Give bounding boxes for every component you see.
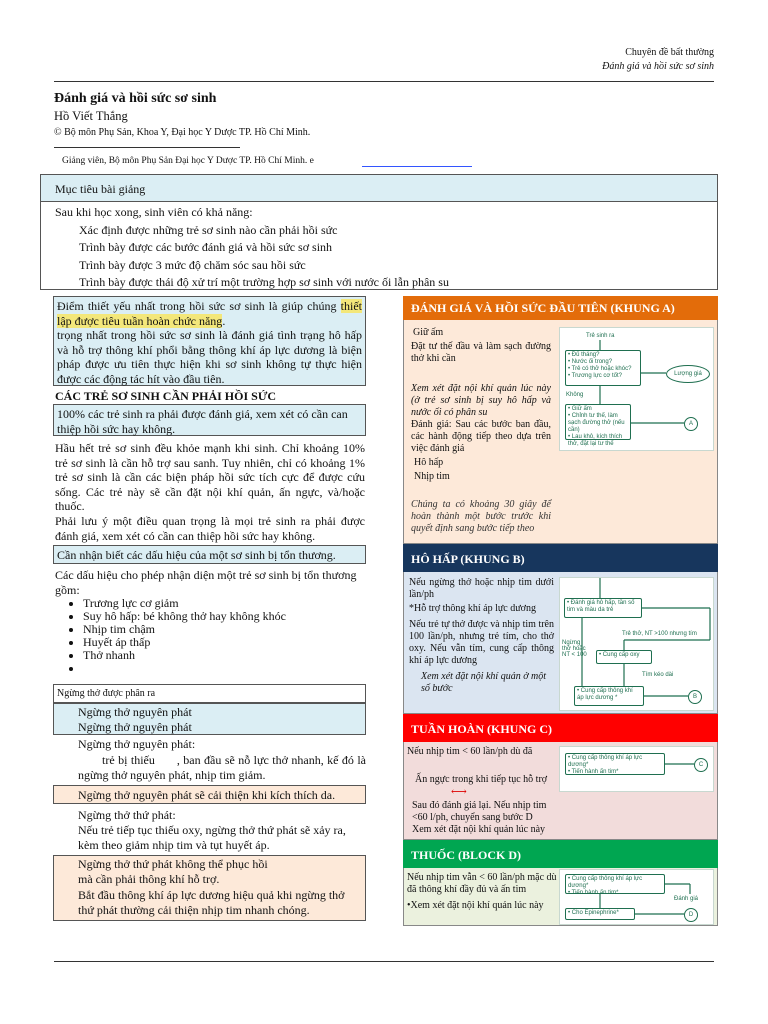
block-a-line: Hô hấp xyxy=(414,457,444,468)
paragraph-1: Hầu hết trẻ sơ sinh đều khỏe mạnh khi sinh. Chỉ khoảng 10% trẻ sơ sinh là cần hỗ trợ sau sanh. Tuy nhiên, chỉ có khoảng 1% trẻ sơ sinh là cần các biện pháp hồi sức tích cực để được cứu sống. Các trẻ này sẽ cần đặt nội khí quản, ấn ngực, và/hoặc thuốc. xyxy=(55,441,365,513)
key-point-highlight: thiết lập được tiêu tuần hoàn chức năng xyxy=(57,299,362,328)
signs-list xyxy=(55,597,365,675)
fc-b-arrows xyxy=(560,578,713,710)
key-point-box xyxy=(53,296,366,386)
signs-box xyxy=(53,545,366,564)
block-c xyxy=(403,714,718,840)
block-d-line: •Xem xét đặt nội khí quản lúc này xyxy=(407,900,544,911)
key-point-period: . xyxy=(222,313,226,328)
block-c-line: Xem xét đặt nội khí quản lúc này xyxy=(412,824,546,835)
email-link[interactable] xyxy=(362,166,472,167)
primary-box-text: Ngừng thở nguyên phát sẽ cải thiện khi kích thích da. xyxy=(78,788,336,802)
flowchart-a xyxy=(559,327,714,451)
fc-text: • Trương lực cơ tốt? xyxy=(568,373,623,379)
flowchart-c xyxy=(559,746,714,792)
flowchart-d xyxy=(559,869,714,925)
secondary-box xyxy=(53,855,366,921)
fc-text: • Cung cấp thông khí áp lực dương* xyxy=(568,876,643,889)
header-rule xyxy=(54,81,714,82)
objectives-heading-box xyxy=(40,174,718,202)
list-item: • Thở nhanh xyxy=(83,649,365,662)
list-item: • Suy hô hấp: bé không thở hay không khóc xyxy=(83,610,365,623)
arrow-icon: ⟷ xyxy=(451,786,467,798)
fc-b-oxygen: • Cung cấp oxy xyxy=(596,650,652,664)
fc-b-label: Ngừng thở hoặc NT < 100 xyxy=(562,640,587,658)
footnote-rule xyxy=(54,147,240,148)
objective-item: Trình bày được thái độ xử trí một trường hợp sơ sinh với nước ối lẫn phân su xyxy=(79,275,449,289)
fc-a-arrows xyxy=(560,328,713,450)
objectives-heading: Mục tiêu bài giảng xyxy=(55,182,146,196)
fc-d-epi: • Cho Epinephrine* xyxy=(565,908,635,920)
apnea-heading: Ngừng thở được phân ra xyxy=(57,688,156,699)
apnea-heading-box xyxy=(53,684,366,703)
primary-text-a: trẻ bị thiếu xyxy=(102,753,155,767)
block-d xyxy=(403,840,718,926)
evaluation-text: 100% các trẻ sinh ra phải được đánh giá, xem xét có cần can thiệp hồi sức hay không. xyxy=(57,407,348,436)
fc-b-ppv: • Cung cấp thông khí áp lực dương * xyxy=(574,686,644,706)
block-b-line: *Hỗ trợ thông khí áp lực dương xyxy=(409,603,536,614)
block-a-line: Giữ ấm xyxy=(413,327,444,338)
fc-c-arrows xyxy=(560,747,713,791)
paragraph-2: Phải lưu ý một điều quan trọng là mọi trẻ sinh ra phải được đánh giá, xem xét có cần can thiệp hồi sức hay không. xyxy=(55,514,365,543)
fc-text: • Giữ ấm xyxy=(568,406,592,412)
objective-item: Trình bày được 3 mức độ chăm sóc sau hồi sức xyxy=(79,257,306,272)
primary-text xyxy=(78,753,366,782)
footer-rule xyxy=(54,961,714,962)
block-b-heading: HÔ HẤP (KHUNG B) xyxy=(403,544,718,572)
objectives-body xyxy=(40,202,718,290)
objective-item: Xác định được những trẻ sơ sinh nào cần phải hồi sức xyxy=(79,222,338,237)
affiliation: © Bộ môn Phụ Sản, Khoa Y, Đại học Y Dược TP. Hồ Chí Minh. xyxy=(54,127,311,138)
block-a-heading: ĐÁNH GIÁ VÀ HỒI SỨC ĐẦU TIÊN (KHUNG A) xyxy=(403,296,718,320)
secondary-text: Nếu trẻ tiếp tục thiếu oxy, ngừng thở thứ phát sẽ xảy ra, kèm theo giảm nhịp tim và tụt huyết áp. xyxy=(78,823,346,852)
list-item xyxy=(83,662,365,675)
fc-b-label: Tím kéo dài xyxy=(642,672,674,678)
key-point-rest: trọng nhất trong hồi sức sơ sinh là đánh giá tình trạng hô hấp và hỗ trợ thông khí phổi bằng thông khí áp lực dương là biện pháp được ưu tiên thực hiện khi sơ sinh không tự thực hiện được các động tác hít vào đầu tiên. xyxy=(57,328,362,386)
header-line-1: Chuyên đề bất thường xyxy=(625,47,714,58)
footnote: Giảng viên, Bộ môn Phụ Sản Đại học Y Dược TP. Hồ Chí Minh. e xyxy=(62,156,314,166)
section-heading: CÁC TRẺ SƠ SINH CẦN PHẢI HỒI SỨC xyxy=(55,389,277,403)
primary-text-b: , ban đầu sẽ nỗ lực thở nhanh, kế đó là ngừng thở nguyên phát, nhịp tim giảm. xyxy=(78,753,366,782)
list-item: • Nhịp tim chậm xyxy=(83,623,365,636)
block-a-line: Đặt tư thế đầu và làm sạch đường thở khi cần xyxy=(411,341,551,364)
fc-b-label: Trẻ thở, NT >100 nhưng tím xyxy=(622,631,697,637)
fc-b-assess: • Đánh giá hô hấp, tần số tim và màu da trẻ xyxy=(564,598,642,618)
fc-c-end: C xyxy=(694,758,708,772)
secondary-box-line-3: Bắt đầu thông khí áp lực dương hiệu quả khi ngừng thở thứ phát thường cải thiện nhịp tim nhanh chóng. xyxy=(78,888,345,917)
author: Hồ Viết Thắng xyxy=(54,109,128,123)
apnea-type: Ngừng thở nguyên phát xyxy=(78,705,192,719)
block-a-line: Nhịp tim xyxy=(414,471,450,482)
list-item: • Huyết áp thấp xyxy=(83,636,365,649)
fc-text: • Chỉnh tư thế, làm sạch đường thở (nếu cần) xyxy=(568,413,625,433)
primary-label: Ngừng thở nguyên phát: xyxy=(78,737,196,751)
block-a xyxy=(403,296,718,544)
block-a-line: Đánh giá: Sau các bước ban đầu, các hành động tiếp theo dựa trên việc đánh giá xyxy=(411,419,551,454)
secondary-label: Ngừng thở thứ phát: xyxy=(78,808,176,822)
fc-text: • Trẻ có thở hoặc khóc? xyxy=(568,366,632,372)
block-b xyxy=(403,544,718,714)
apnea-type: Ngừng thở nguyên phát xyxy=(78,719,192,734)
block-b-line: Nếu trẻ tự thở được và nhịp tim trên 100 lần/ph, nhưng trẻ tím, cho thở oxy. Nếu vẫn tím, cung cấp thông khí áp lực dương xyxy=(409,619,554,666)
block-d-line: Nếu nhịp tim vẫn < 60 lần/ph mặc dù đã thông khí đầy đủ và ấn tim xyxy=(407,872,557,895)
list-item: • Trương lực cơ giảm xyxy=(83,597,365,610)
fc-a-no: Không xyxy=(566,392,584,398)
page-title: Đánh giá và hồi sức sơ sinh xyxy=(54,91,217,106)
key-point-text: Điểm thiết yếu nhất trong hồi sức sơ sinh là giúp chúng xyxy=(57,299,337,313)
apnea-types-box xyxy=(53,703,366,735)
fc-a-yes: Lượng giá xyxy=(666,365,710,383)
objectives-intro: Sau khi học xong, sinh viên có khả năng: xyxy=(55,205,253,219)
block-a-line: Chúng ta có khoảng 30 giây để hoàn thành một bước trước khi quyết định sang bước tiếp theo xyxy=(411,499,551,534)
fc-d-label: Đánh giá xyxy=(674,896,699,902)
fc-text: • Đủ tháng? xyxy=(568,352,600,358)
flowchart-b xyxy=(559,577,714,711)
fc-text: • Lau khô, kích thích thở, đặt lại tư thế xyxy=(568,434,623,447)
secondary-box-line-2: mà cần phải thông khí hỗ trợ. xyxy=(78,871,220,886)
fc-text: • Tiến hành ấn tim* xyxy=(568,769,619,775)
fc-b-end: B xyxy=(688,690,702,704)
running-header xyxy=(602,46,714,74)
block-c-line: Sau đó đánh giá lại. Nếu nhịp tim <60 l/ph, chuyển sang bước D xyxy=(412,800,547,823)
evaluation-box xyxy=(53,404,366,436)
block-b-line: Xem xét đặt nội khí quản ở một số bước xyxy=(421,671,547,694)
fc-text: • Nước ối trong? xyxy=(568,359,613,365)
fc-a-title: Trẻ sinh ra xyxy=(586,333,615,339)
header-line-2: Đánh giá và hồi sức sơ sinh xyxy=(602,61,714,72)
objective-item: Trình bày được các bước đánh giá và hồi sức sơ sinh xyxy=(79,240,333,254)
fc-d-end: D xyxy=(684,908,698,922)
fc-d-arrows xyxy=(560,870,713,924)
fc-text: • Tiến hành ấn tim* xyxy=(568,890,619,896)
signs-box-text: Cần nhận biết các dấu hiệu của một sơ sinh bị tổn thương. xyxy=(57,548,336,562)
primary-box xyxy=(53,785,366,804)
block-c-heading: TUẦN HOÀN (KHUNG C) xyxy=(403,714,718,742)
block-c-line: Nếu nhịp tim < 60 lần/ph dù đã xyxy=(407,746,533,757)
signs-intro: Các dấu hiệu cho phép nhận diện một trẻ sơ sinh bị tổn thương gồm: xyxy=(55,568,357,597)
fc-a-end: A xyxy=(684,417,698,431)
fc-text: • Cung cấp thông khí áp lực dương* xyxy=(568,755,643,768)
block-d-heading: THUỐC (BLOCK D) xyxy=(403,840,718,868)
block-b-line: Nếu ngừng thở hoặc nhịp tim dưới lần/ph xyxy=(409,577,554,600)
secondary-box-line-1: Ngừng thở thứ phát không thể phục hồi xyxy=(78,857,268,871)
block-a-line: Xem xét đặt nội khí quản lúc này (ở trẻ sơ sinh bị suy hô hấp và nước ối có phân su xyxy=(411,383,551,418)
block-c-line: Ấn ngực trong khi tiếp tục hỗ trợ xyxy=(415,774,548,785)
